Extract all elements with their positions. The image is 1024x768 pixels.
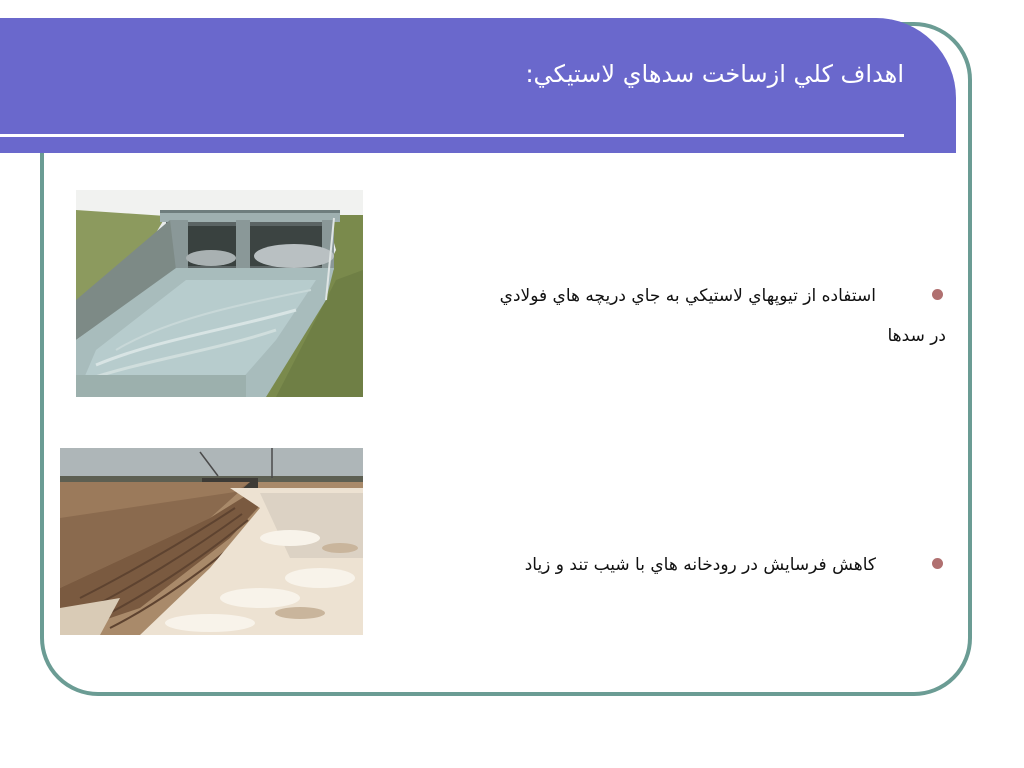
bullet-1-line-1: استفاده از تيوپهاي لاستيكي به جاي دريچه هاي فولادي — [499, 286, 876, 306]
bullet-dot-2 — [932, 558, 943, 569]
slide-title: اهداف كلي ازساخت سدهاي لاستيكي: — [525, 60, 904, 88]
bullet-2-line-1: كاهش فرسايش در رودخانه هاي با شيب تند و زياد — [524, 555, 876, 575]
bullet-dot-1 — [932, 289, 943, 300]
bullet-item-2 — [356, 545, 876, 585]
bullet-1-line-2: در سدها — [887, 326, 946, 346]
rubber-dam-river-overflow-photo — [60, 448, 363, 635]
rubber-dam-spillway-photo — [76, 190, 363, 397]
bullet-item-1 — [426, 276, 946, 356]
title-underline — [0, 134, 904, 137]
